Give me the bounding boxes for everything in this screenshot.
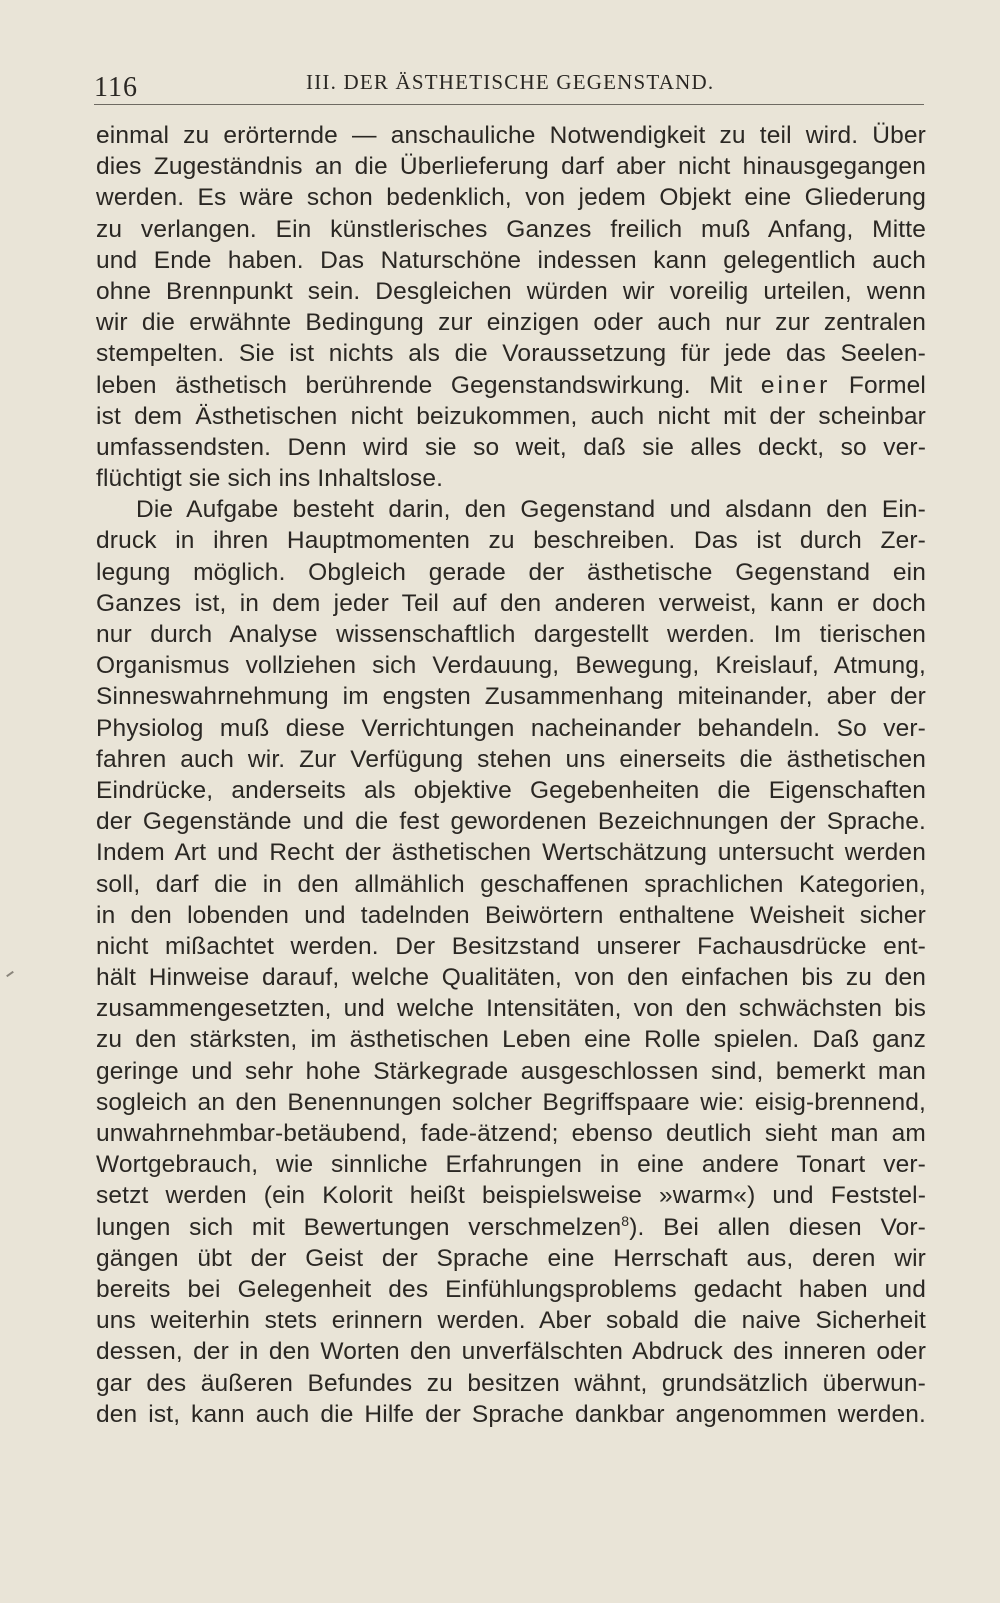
text-line: setzt werden (ein Kolorit heißt beispielsweise »warm«) und Feststel- [96, 1182, 926, 1210]
text-line: uns weiterhin stets erinnern werden. Aber sobald die naive Sicherheit [96, 1307, 926, 1335]
text-fragment: Formel [830, 371, 926, 399]
text-line: umfassendsten. Denn wird sie so weit, daß sie alles deckt, so ver- [96, 433, 926, 461]
text-line: legung möglich. Obgleich gerade der ästhetische Gegenstand ein [96, 558, 926, 586]
text-line: stempelten. Sie ist nichts als die Voraussetzung für jede das Seelen- [96, 340, 926, 368]
text-line: sogleich an den Benennungen solcher Begriffspaare wie: eisig-brennend, [96, 1088, 926, 1116]
text-line: zu verlangen. Ein künstlerisches Ganzes freilich muß Anfang, Mitte [96, 215, 926, 243]
text-line: und Ende haben. Das Naturschöne indessen kann gelegentlich auch [96, 246, 926, 274]
footnote-marker: 8 [621, 1212, 630, 1229]
text-line: Wortgebrauch, wie sinnliche Erfahrungen in eine andere Tonart ver- [96, 1151, 926, 1179]
text-line: bereits bei Gelegenheit des Einfühlungsproblems gedacht haben und [96, 1275, 926, 1303]
header-rule [94, 104, 924, 105]
text-fragment: lungen sich mit Bewertungen verschmelzen [96, 1213, 622, 1241]
text-line: dessen, der in den Worten den unverfälschten Abdruck des inneren oder [96, 1338, 926, 1366]
running-title: III. DER ÄSTHETISCHE GEGENSTAND. [306, 70, 715, 94]
text-line: Organismus vollziehen sich Verdauung, Bewegung, Kreislauf, Atmung, [96, 652, 926, 680]
page-number: 116 [94, 72, 138, 103]
text-line: der Gegenstände und die fest gewordenen Bezeichnungen der Sprache. [96, 808, 926, 836]
text-line: Physiolog muß diese Verrichtungen nacheinander behandeln. So ver- [96, 714, 926, 742]
text-fragment: ). Bei allen diesen Vor- [629, 1213, 926, 1241]
text-line: dies Zugeständnis an die Überlieferung darf aber nicht hinausgegangen [96, 153, 926, 181]
text-line: ist dem Ästhetischen nicht beizukommen, auch nicht mit der scheinbar [96, 402, 926, 430]
text-line: Ganzes ist, in dem jeder Teil auf den anderen verweist, kann er doch [96, 589, 926, 617]
text-fragment: leben ästhetisch berührende Gegenstandswirkung. Mit [96, 371, 761, 399]
text-line: einmal zu erörternde — anschauliche Notwendigkeit zu teil wird. Über [96, 122, 926, 149]
text-line: Sinneswahrnehmung im engsten Zusammenhang miteinander, aber der [96, 683, 926, 711]
footnote-line [96, 1212, 926, 1243]
text-line: wir die erwähnte Bedingung zur einzigen oder auch nur zur zentralen [96, 309, 926, 337]
page-header [94, 68, 924, 104]
margin-mark [6, 971, 14, 977]
text-line: gar des äußeren Befundes zu besitzen wähnt, grundsätzlich überwun- [96, 1369, 926, 1397]
body-text [96, 120, 926, 1430]
text-line: in den lobenden und tadelnden Beiwörtern enthaltene Weisheit sicher [96, 901, 926, 929]
paragraph-start-line: Die Aufgabe besteht darin, den Gegenstand und alsdann den Ein- [136, 496, 926, 524]
spaced-emphasis: einer [760, 371, 831, 399]
text-line: nicht mißachtet werden. Der Besitzstand unserer Fachausdrücke ent- [96, 932, 926, 960]
text-line: druck in ihren Hauptmomenten zu beschreiben. Das ist durch Zer- [96, 527, 926, 555]
text-line: Indem Art und Recht der ästhetischen Wertschätzung untersucht werden [96, 839, 926, 867]
text-line [96, 370, 926, 401]
text-line: fahren auch wir. Zur Verfügung stehen uns einerseits die ästhetischen [96, 745, 926, 773]
text-line: zusammengesetzten, und welche Intensitäten, von den schwächsten bis [96, 995, 926, 1023]
text-line: ohne Brennpunkt sein. Desgleichen würden wir voreilig urteilen, wenn [96, 277, 926, 305]
text-line: Eindrücke, anderseits als objektive Gegebenheiten die Eigenschaften [96, 776, 926, 804]
text-line: soll, darf die in den allmählich geschaffenen sprachlichen Kategorien, [96, 870, 926, 898]
text-line: unwahrnehmbar-betäubend, fade-ätzend; ebenso deutlich sieht man am [96, 1120, 926, 1147]
text-line: den ist, kann auch die Hilfe der Sprache dankbar angenommen werden. [96, 1400, 926, 1428]
paragraph-end-line: flüchtigt sie sich ins Inhaltslose. [96, 465, 444, 493]
text-line: hält Hinweise darauf, welche Qualitäten, von den einfachen bis zu den [96, 964, 926, 992]
text-line: gängen übt der Geist der Sprache eine Herrschaft aus, deren wir [96, 1244, 926, 1272]
text-line: zu den stärksten, im ästhetischen Leben eine Rolle spielen. Daß ganz [96, 1026, 926, 1054]
text-line: nur durch Analyse wissenschaftlich dargestellt werden. Im tierischen [96, 621, 926, 648]
text-line: werden. Es wäre schon bedenklich, von jedem Objekt eine Gliederung [96, 184, 926, 212]
text-line: geringe und sehr hohe Stärkegrade ausgeschlossen sind, bemerkt man [96, 1057, 926, 1085]
